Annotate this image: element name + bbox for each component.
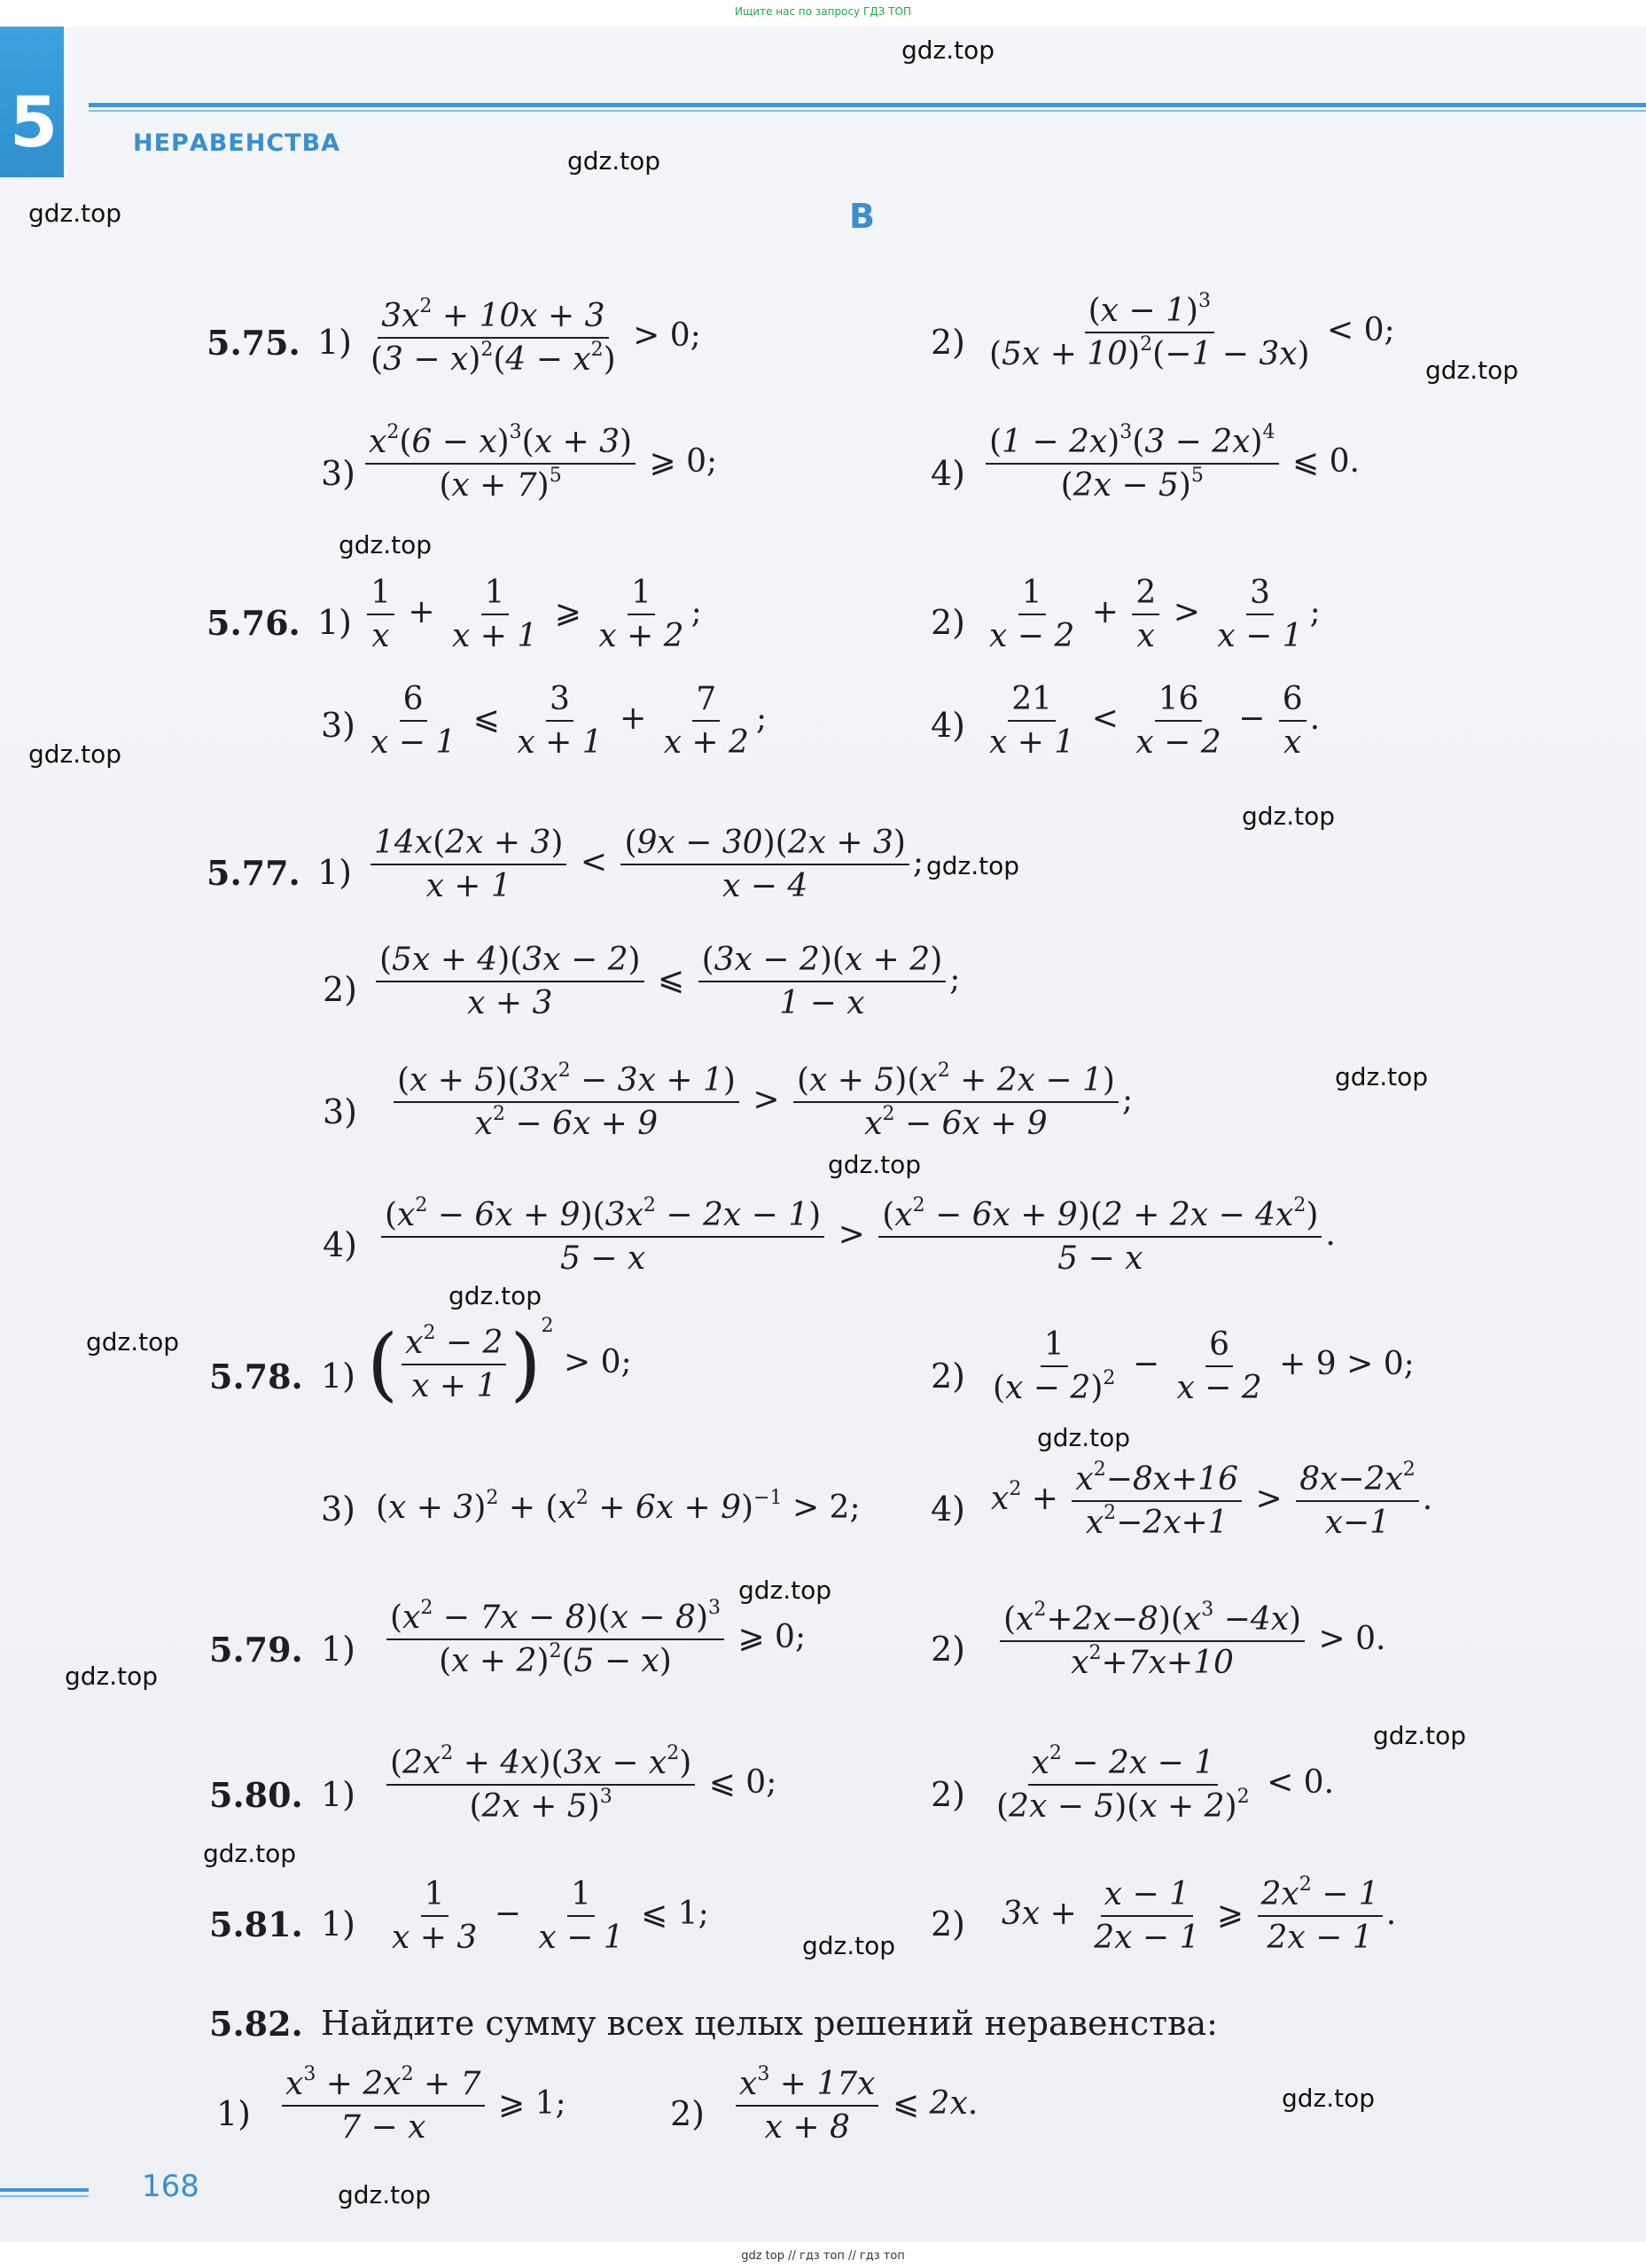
- item-label: 1): [317, 853, 353, 892]
- header-rule-thin: [89, 110, 1646, 112]
- expression-578-3: $(x + 3)^2 + (x^2 + 6x + 9)^{-1} > 2$;: [376, 1487, 861, 1526]
- problem-text: Найдите сумму всех целых решений неравенства:: [321, 2004, 1218, 2043]
- expression-575-4: $\frac{(1 - 2x)^3(3 - 2x)^4}{(2x - 5)^5}$ ⩽ 0.: [982, 424, 1360, 504]
- item-label: 1): [321, 1775, 356, 1814]
- expression-580-1: $\frac{(2x^2 + 4x)(3x - x^2)}{(2x + 5)^3}$ ⩽ 0;: [383, 1745, 776, 1825]
- watermark: gdz.top: [926, 851, 1020, 880]
- expression-576-1: $\frac{1}{x}$ + $\frac{1}{x + 1}$ ⩾ $\frac{1}{x + 2}$ ;: [363, 575, 702, 654]
- footer-rule: [0, 2188, 89, 2192]
- problem-number: 5.75.: [207, 323, 300, 363]
- expression-579-2: $\frac{(x^2+2x-8)(x^3 -4x)}{x^2+7x+10}$ > 0.: [996, 1601, 1386, 1681]
- item-label: 1): [317, 603, 353, 642]
- item-label: 4): [931, 454, 966, 493]
- expression-578-2: $\frac{1}{(x - 2)^2}$ − $\frac{6}{x - 2}$ + 9 > 0;: [993, 1326, 1415, 1406]
- expression-575-3: $\frac{x^2(6 - x)^3(x + 3)}{(x + 7)^5}$ ⩾ 0;: [362, 424, 717, 504]
- item-label: 2): [931, 603, 966, 642]
- item-label: 2): [931, 1630, 966, 1669]
- expression-578-1: ( $\frac{x^2 - 2}{x + 1}$ )$^2$ > 0;: [367, 1315, 632, 1411]
- item-label: 3): [321, 1490, 356, 1529]
- expression-577-1: $\frac{14x(2x + 3)}{x + 1}$ < $\frac{(9x - 30)(2x + 3)}{x - 4}$ ;: [367, 825, 924, 904]
- watermark: gdz.top: [802, 1931, 896, 1960]
- watermark: gdz.top: [339, 530, 433, 559]
- watermark: gdz.top: [738, 1576, 832, 1605]
- watermark: gdz.top: [901, 35, 995, 65]
- expression-582-1: $\frac{x^3 + 2x^2 + 7}{7 - x}$ ⩾ 1;: [278, 2066, 566, 2146]
- item-label: 4): [931, 1490, 966, 1529]
- expression-582-2: $\frac{x^3 + 17x}{x + 8}$ ⩽ 2x.: [732, 2066, 978, 2146]
- watermark: gdz.top: [65, 1662, 159, 1691]
- problem-number: 5.78.: [209, 1357, 303, 1396]
- problem-number: 5.80.: [209, 1775, 303, 1815]
- watermark: gdz.top: [1242, 802, 1336, 831]
- item-label: 2): [931, 1357, 966, 1396]
- item-label: 2): [931, 323, 966, 362]
- expression-576-2: $\frac{1}{x - 2}$ + $\frac{2}{x}$ > $\frac{3}{x - 1}$ ;: [989, 575, 1321, 654]
- item-label: 1): [321, 1357, 356, 1396]
- item-label: 1): [321, 1630, 356, 1669]
- expression-577-4: $\frac{(x^2 - 6x + 9)(3x^2 - 2x - 1)}{5 - x}$ > $\frac{(x^2 - 6x + 9)(2 + 2x - 4x^2)}{5 - x}$ .: [378, 1197, 1336, 1277]
- page-number: 168: [142, 2169, 199, 2204]
- watermark: gdz.top: [28, 739, 122, 769]
- item-label: 2): [323, 970, 358, 1009]
- watermark: gdz.top: [203, 1839, 297, 1868]
- watermark: gdz.top: [449, 1281, 542, 1310]
- expression-579-1: $\frac{(x^2 - 7x - 8)(x - 8)^3}{(x + 2)^2(5 - x)}$ ⩾ 0;: [383, 1599, 806, 1679]
- watermark: gdz.top: [1037, 1423, 1131, 1452]
- problem-number: 5.82.: [209, 2004, 303, 2044]
- item-label: 1): [216, 2094, 252, 2133]
- expression-580-2: $\frac{x^2 - 2x - 1}{(2x - 5)(x + 2)^2}$ < 0.: [996, 1742, 1335, 1825]
- watermark: gdz.top: [828, 1150, 922, 1179]
- chapter-number: 5: [9, 83, 59, 163]
- problem-number: 5.77.: [207, 853, 300, 893]
- item-label: 2): [670, 2094, 706, 2133]
- difficulty-level: В: [849, 197, 875, 236]
- item-label: 2): [931, 1904, 966, 1943]
- expression-577-2: $\frac{(5x + 4)(3x - 2)}{x + 3}$ ⩽ $\frac{(3x - 2)(x + 2)}{1 - x}$ ;: [372, 942, 960, 1021]
- chapter-title: НЕРАВЕНСТВА: [133, 129, 341, 157]
- expression-581-1: $\frac{1}{x + 3}$ − $\frac{1}{x - 1}$ ⩽ 1;: [392, 1876, 709, 1956]
- item-label: 3): [321, 706, 356, 745]
- expression-576-3: $\frac{6}{x - 1}$ ⩽ $\frac{3}{x + 1}$ + $\frac{7}{x + 2}$ ;: [371, 681, 768, 761]
- expression-576-4: $\frac{21}{x + 1}$ < $\frac{16}{x - 2}$ − $\frac{6}{x}$ .: [989, 681, 1321, 761]
- watermark: gdz.top: [338, 2180, 432, 2209]
- watermark: gdz.top: [1373, 1721, 1467, 1750]
- top-strip-text: Ищите нас по запросу ГДЗ ТОП: [735, 5, 911, 18]
- expression-578-4: $x^2$ + $\frac{x^2-8x+16}{x^2-2x+1}$ > $\frac{8x-2x^2}{x-1}$ .: [991, 1459, 1433, 1541]
- bottom-strip-text: gdz top // гдз топ // гдз топ: [741, 2249, 905, 2263]
- watermark: gdz.top: [86, 1327, 180, 1357]
- problem-number: 5.79.: [209, 1630, 303, 1670]
- footer-rule-thin: [0, 2195, 89, 2197]
- item-label: 2): [931, 1775, 966, 1814]
- problem-number: 5.81.: [209, 1904, 303, 1944]
- item-label: 1): [317, 323, 353, 362]
- item-label: 4): [323, 1225, 358, 1264]
- item-label: 1): [321, 1904, 356, 1943]
- watermark: gdz.top: [1282, 2084, 1376, 2113]
- header-rule: [89, 103, 1646, 107]
- expression-575-1: $\frac{3x^2 + 10x + 3}{(3 - x)^2(4 - x^2)}$ > 0;: [371, 295, 701, 378]
- problem-number: 5.76.: [207, 603, 300, 643]
- item-label: 3): [321, 454, 356, 493]
- watermark: gdz.top: [1335, 1062, 1429, 1091]
- watermark: gdz.top: [28, 199, 122, 228]
- watermark: gdz.top: [1425, 356, 1519, 385]
- watermark: gdz.top: [567, 146, 661, 176]
- item-label: 4): [931, 706, 966, 745]
- item-label: 3): [323, 1092, 358, 1131]
- expression-577-3: $\frac{(x + 5)(3x^2 - 3x + 1)}{x^2 - 6x + 9}$ > $\frac{(x + 5)(x^2 + 2x - 1)}{x^2 - 6x + 9}$ ;: [390, 1062, 1133, 1142]
- expression-581-2: 3x + $\frac{x - 1}{2x - 1}$ ⩾ $\frac{2x^2 - 1}{2x - 1}$ .: [1002, 1873, 1397, 1956]
- expression-575-2: $\frac{(x - 1)^3}{(5x + 10)^2(-1 - 3x)}$ < 0;: [989, 290, 1395, 372]
